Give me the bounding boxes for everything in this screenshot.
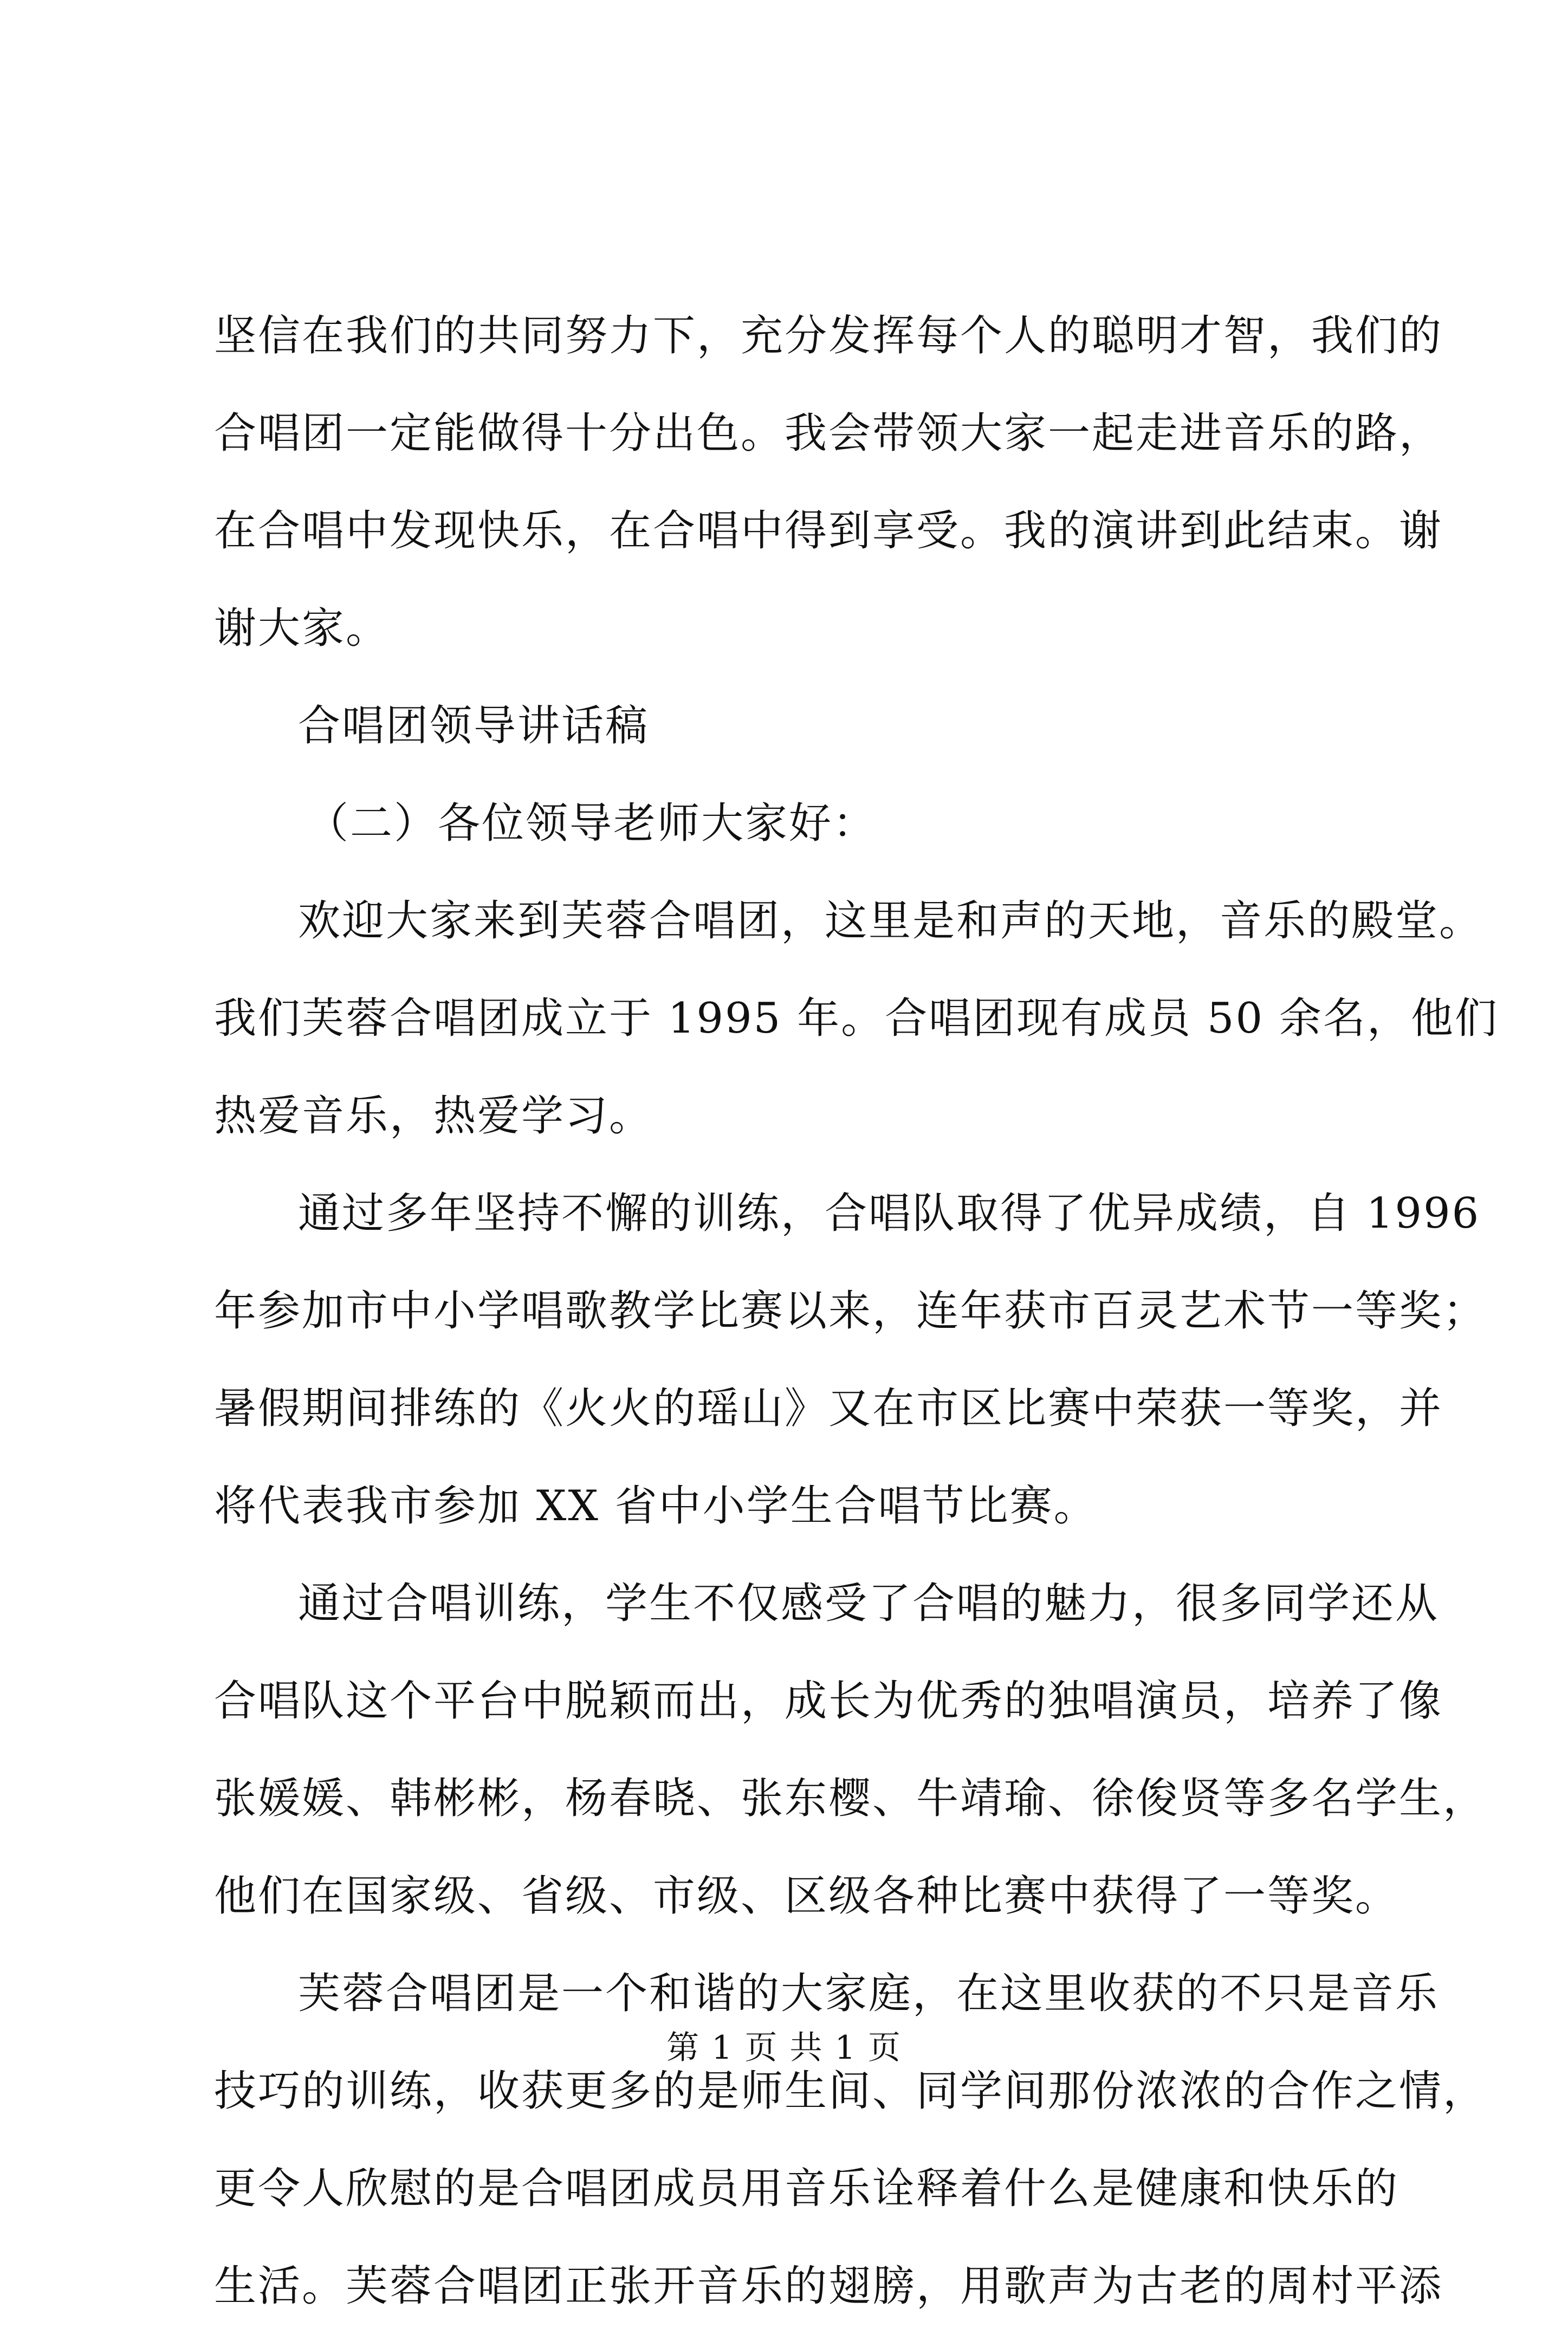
text-line: 我们芙蓉合唱团成立于 1995 年。合唱团现有成员 50 余名，他们 bbox=[214, 994, 1499, 1043]
text-line: 通过合唱训练，学生不仅感受了合唱的魅力，很多同学还从 bbox=[298, 1579, 1440, 1628]
text-line: 热爱音乐，热爱学习。 bbox=[214, 1092, 653, 1140]
text-line: 通过多年坚持不懈的训练，合唱队取得了优异成绩，自 1996 bbox=[298, 1189, 1481, 1238]
text-line: 欢迎大家来到芙蓉合唱团，这里是和声的天地，音乐的殿堂。 bbox=[298, 897, 1483, 945]
text-line: 将代表我市参加 XX 省中小学生合唱节比赛。 bbox=[214, 1482, 1098, 1530]
text-line: 暑假期间排练的《火火的瑶山》又在市区比赛中荣获一等奖，并 bbox=[214, 1384, 1443, 1433]
text-line: 更令人欣慰的是合唱团成员用音乐诠释着什么是健康和快乐的 bbox=[214, 2164, 1399, 2213]
text-line: 技巧的训练，收获更多的是师生间、同学间那份浓浓的合作之情， bbox=[214, 2067, 1487, 2116]
text-line: 坚信在我们的共同努力下，充分发挥每个人的聪明才智，我们的 bbox=[214, 312, 1443, 360]
text-line: 合唱团一定能做得十分出色。我会带领大家一起走进音乐的路， bbox=[214, 409, 1443, 458]
text-line: 芙蓉合唱团是一个和谐的大家庭，在这里收获的不只是音乐 bbox=[298, 1969, 1440, 2018]
text-line: 合唱队这个平台中脱颖而出，成长为优秀的独唱演员，培养了像 bbox=[214, 1677, 1443, 1726]
section-title: 合唱团领导讲话稿 bbox=[298, 702, 650, 750]
text-line: 张媛媛、韩彬彬，杨春晓、张东樱、牛靖瑜、徐俊贤等多名学生， bbox=[214, 1774, 1487, 1823]
page-footer: 第 1 页 共 1 页 bbox=[666, 2029, 902, 2067]
text-line: 谢大家。 bbox=[214, 604, 390, 653]
greeting-line: （二）各位领导老师大家好： bbox=[306, 799, 877, 848]
text-line: 生活。芙蓉合唱团正张开音乐的翅膀，用歌声为古老的周村平添 bbox=[214, 2262, 1443, 2311]
text-line: 他们在国家级、省级、市级、区级各种比赛中获得了一等奖。 bbox=[214, 1872, 1399, 1921]
text-line: 年参加市中小学唱歌教学比赛以来，连年获市百灵艺术节一等奖； bbox=[214, 1287, 1487, 1335]
text-line: 在合唱中发现快乐，在合唱中得到享受。我的演讲到此结束。谢 bbox=[214, 507, 1443, 555]
